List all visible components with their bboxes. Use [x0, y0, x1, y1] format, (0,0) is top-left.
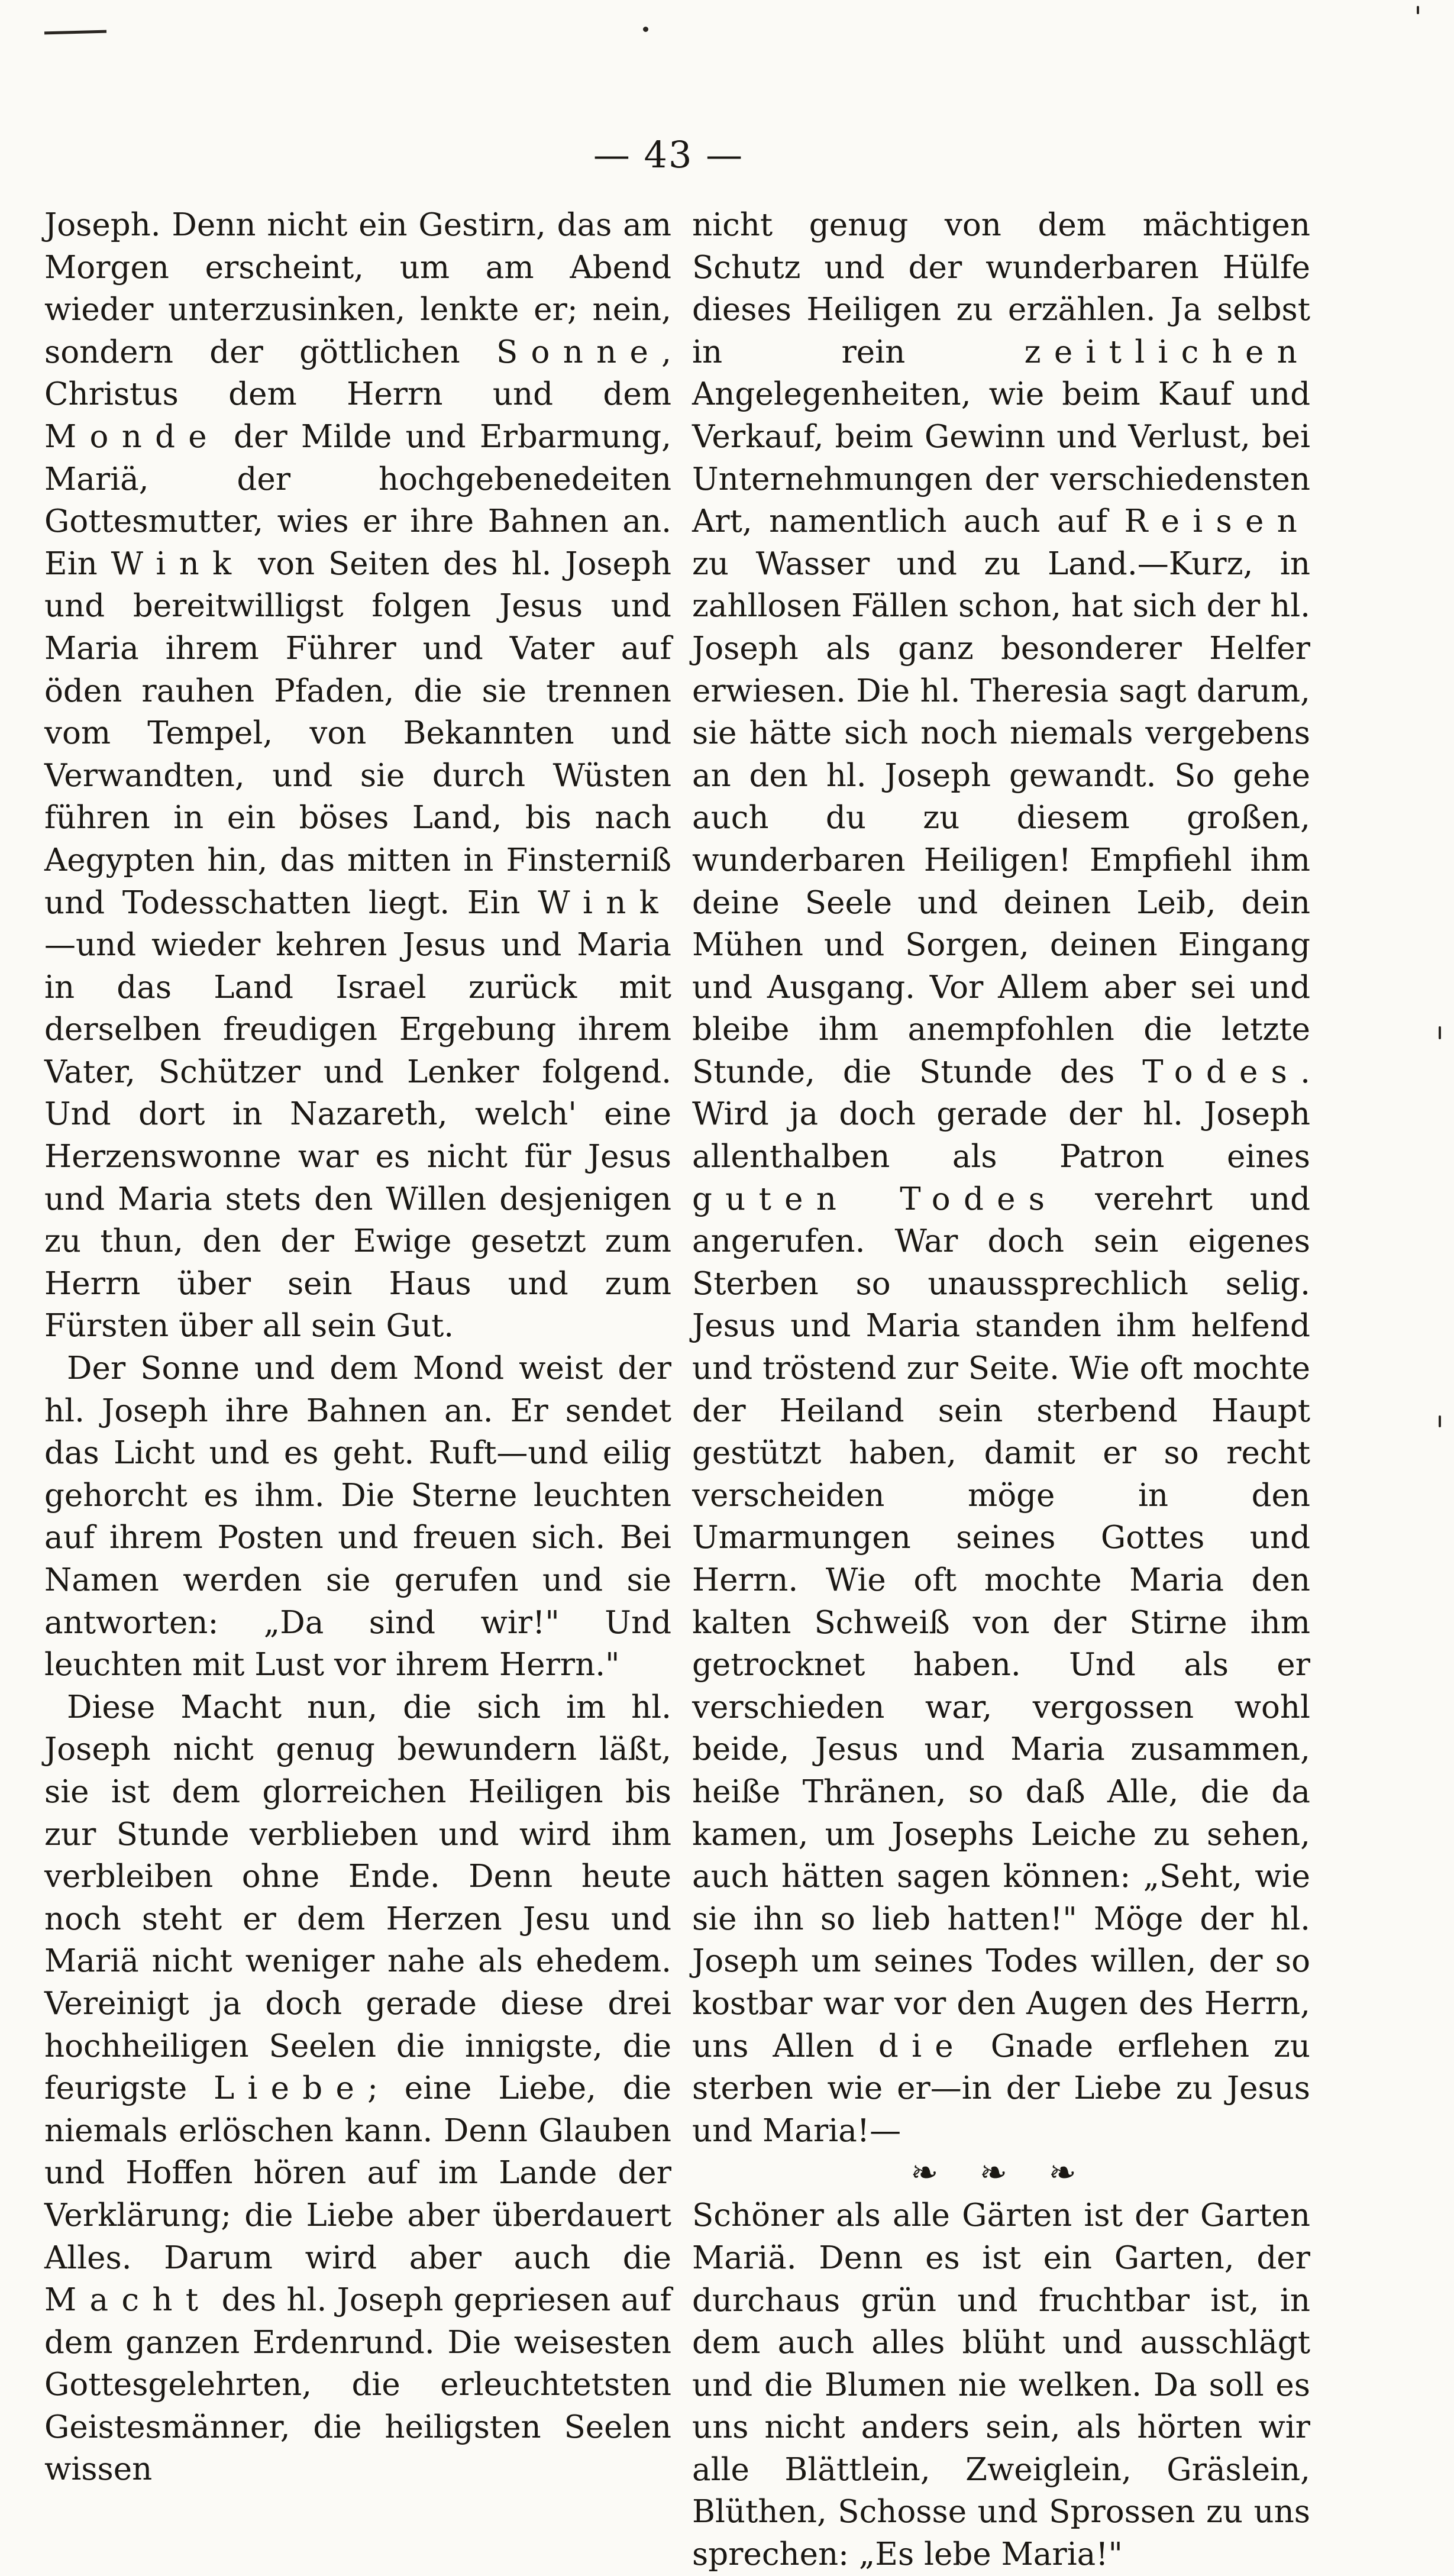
paragraph [44, 204, 671, 1347]
text-run: Joseph. Denn nicht ein Gestirn, das am Morgen erscheint, um am Abend wieder unterzusinken, lenkte er; nein, sondern der göttlichen [44, 207, 671, 370]
paragraph [692, 2194, 1310, 2575]
emphasized-word: die [878, 2028, 967, 2064]
emphasized-word: Reisen [1124, 503, 1310, 540]
text-run: Diese Macht nun, die sich im hl. Joseph nicht genug bewundern läßt, sie ist dem glorreichen Heiligen bis zur Stunde verblieben und wird ihm verbleiben ohne Ende. Denn heute noch steht er dem Herzen Jesu und Mariä nicht weniger nahe als ehedem. Vereinigt ja doch gerade diese drei hochheiligen Seelen die innigste, die feurigste [44, 1689, 671, 2107]
paragraph [44, 1347, 671, 1686]
text-run: der Milde und Erbarmung, Mariä, der hochgebenedeiten Gottesmutter, wies er ihre Bahnen an. Ein [44, 418, 671, 582]
text-run: Schöner als alle Gärten ist der Garten Mariä. Denn es ist ein Garten, der durchaus grün und fruchtbar ist, in dem auch alles blüht und ausschlägt und die Blumen nie welken. Da soll es uns nicht anders sein, als hörten wir alle Blättlein, Zweiglein, Gräslein, Blüthen, Schosse und Sprossen zu uns sprechen: „Es lebe Maria!" [692, 2197, 1310, 2573]
emphasized-word: Todes [1142, 1053, 1301, 1090]
ink-speck [1417, 6, 1419, 14]
emphasized-word: Monde [44, 418, 220, 455]
ink-speck [1439, 1415, 1441, 1427]
text-run: ; eine Liebe, die niemals erlöschen kann. Denn Glauben und Hoffen hören auf im Lande der Verklärung; die Liebe aber überdauert Alles. Darum wird aber auch die [44, 2070, 672, 2276]
text-run: Der Sonne und dem Mond weist der hl. Joseph ihre Bahnen an. Er sendet das Licht und es geht. Ruft—und eilig gehorcht es ihm. Die Sterne leuchten auf ihrem Posten und freuen sich. Bei Namen werden sie gerufen und sie antworten: „Da sind wir!" Und leuchten mit Lust vor ihrem Herrn." [44, 1350, 671, 1683]
paragraph [692, 204, 1310, 2152]
ink-speck [1439, 1026, 1441, 1039]
text-run: Angelegenheiten, wie beim Kauf und Verkauf, beim Gewinn und Verlust, bei Unternehmungen der verschiedensten Art, namentlich auch auf [692, 376, 1310, 540]
section-ornament: ❧ ❧ ❧ [910, 2154, 1092, 2193]
emphasized-word: Liebe [213, 2070, 368, 2107]
text-run: verehrt und angerufen. War doch sein eigenes Sterben so unaussprechlich selig. Jesus und Maria standen ihm helfend und tröstend zur Seite. Wie oft mochte der Heiland sein sterbend Haupt gestützt haben, damit er so recht verscheiden möge in den Umarmungen seines Gottes und Herrn. Wie oft mochte Maria den kalten Schweiß von der Stirne ihm getrocknet haben. Und als er verschieden war, vergossen wohl beide, Jesus und Maria zusammen, heiße Thränen, so daß Alle, die da kamen, um Josephs Leiche zu sehen, auch hätten sagen können: „Seht, wie sie ihn so lieb hatten!" Möge der hl. Joseph um seines Todes willen, der so kostbar war vor den Augen des Herrn, uns Allen [692, 1181, 1310, 2064]
emphasized-word: Wink [538, 884, 671, 921]
ink-mark [44, 30, 106, 35]
text-run: —und wieder kehren Jesus und Maria in das Land Israel zurück mit derselben freudigen Ergebung ihrem Vater, Schützer und Lenker folgend. Und dort in Nazareth, welch' eine Herzenswonne war es nicht für Jesus und Maria stets den Willen desjenigen zu thun, den der Ewige gesetzt zum Herrn über sein Haus und zum Fürsten über all sein Gut. [44, 927, 671, 1344]
ink-speck [643, 27, 648, 32]
emphasized-word: zeitlichen [1024, 334, 1310, 370]
text-run: des hl. Joseph gepriesen auf dem ganzen Erdenrund. Die weisesten Gottesgelehrten, die erleuchtetsten Geistesmänner, die heiligsten Seelen wissen [44, 2282, 671, 2488]
emphasized-word: Macht [44, 2282, 212, 2319]
emphasized-word: guten Todes [692, 1181, 1058, 1217]
left-text-column [44, 204, 671, 2491]
text-run: , Christus dem Herrn und dem [44, 334, 671, 413]
text-run: Gnade erflehen zu sterben wie er—in der Liebe zu Jesus und Maria!— [692, 2028, 1310, 2149]
text-run: von Seiten des hl. Joseph und bereitwilligst folgen Jesus und Maria ihrem Führer und Vater auf öden rauhen Pfaden, die sie trennen vom Tempel, von Bekannten und Verwandten, und sie durch Wüsten führen in ein böses Land, bis nach Aegypten hin, das mitten in Finsterniß und Todesschatten liegt. Ein [44, 545, 671, 921]
paragraph [44, 1686, 671, 2491]
page-number: — 43 — [593, 133, 744, 176]
emphasized-word: Sonne [496, 334, 662, 370]
right-text-column [692, 204, 1310, 2576]
text-run: . Wird ja doch gerade der hl. Joseph allenthalben als Patron eines [692, 1053, 1310, 1175]
text-run: zu Wasser und zu Land.—Kurz, in zahllosen Fällen schon, hat sich der hl. Joseph als ganz besonderer Helfer erwiesen. Die hl. Theresia sagt darum, sie hätte sich noch niemals vergebens an den hl. Joseph gewandt. So gehe auch du zu diesem großen, wunderbaren Heiligen! Empfiehl ihm deine Seele und deinen Leib, dein Mühen und Sorgen, deinen Eingang und Ausgang. Vor Allem aber sei und bleibe ihm anempfohlen die letzte Stunde, die Stunde des [692, 545, 1310, 1090]
emphasized-word: Wink [111, 545, 245, 582]
text-run: nicht genug von dem mächtigen Schutz und der wunderbaren Hülfe dieses Heiligen zu erzählen. Ja selbst in rein [692, 207, 1310, 370]
